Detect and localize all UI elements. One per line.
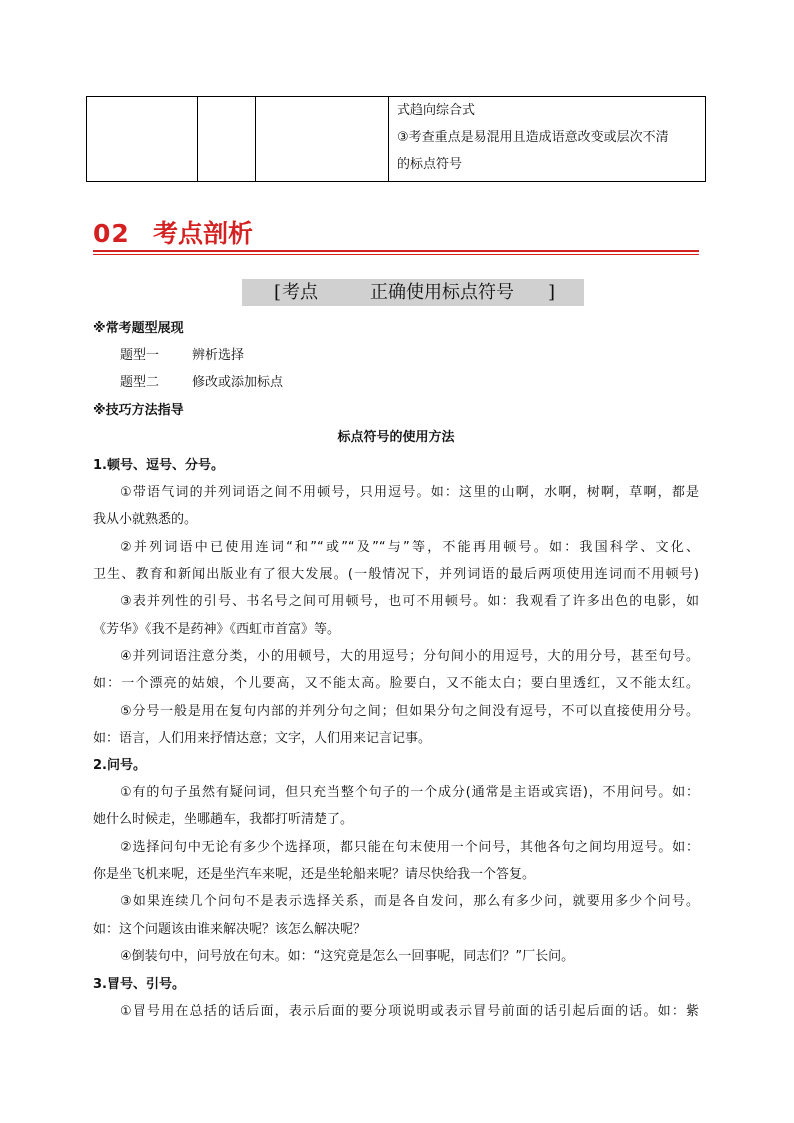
table-cell	[87, 97, 198, 182]
section-number: 02	[93, 219, 130, 248]
banner-bracket-open: [	[274, 282, 282, 303]
question-type-label: 题型二	[120, 375, 160, 390]
question-types-heading: ※常考题型展现	[93, 321, 184, 336]
paragraph-line: ①带语气词的并列词语之间不用顿号，只用逗号。如：这里的山啊，水啊，树啊，草啊，都是	[120, 485, 699, 500]
paragraph-line: ④并列词语注意分类，小的用顿号，大的用逗号；分句间小的用逗号，大的用分号，甚至句号。	[120, 649, 699, 664]
question-type-text: 辨析选择	[192, 348, 245, 363]
section-heading	[93, 218, 699, 254]
subsection-title: 3.冒号、引号。	[93, 977, 185, 992]
question-type-text: 修改或添加标点	[192, 375, 284, 390]
section-rule	[93, 250, 699, 252]
paragraph-line: 如：语言，人们用来抒情达意；文字，人们用来记言记事。	[93, 731, 432, 746]
paragraph-line: 如：这个问题该由谁来解决呢？该怎么解决呢？	[93, 922, 367, 937]
paragraph-line: 我从小就熟悉的。	[93, 512, 198, 527]
table-cell-line: ③考查重点是易混用且造成语意改变或层次不清	[397, 130, 669, 145]
section-rule-thin	[93, 254, 699, 255]
paragraph-line: 如：一个漂亮的姑娘，个儿要高，又不能太高。脸要白，又不能太白；要白里透红，又不能太红。	[93, 676, 699, 691]
table-cell-notes	[389, 97, 706, 182]
continued-table	[86, 96, 706, 182]
paragraph-line: ②选择问句中无论有多少个选择项，都只能在句末使用一个问号，其他各句之间均用逗号。如：	[120, 840, 699, 855]
paragraph-line: 你是坐飞机来呢，还是坐汽车来呢，还是坐轮船来呢？请尽快给我一个答复。	[93, 867, 536, 882]
paragraph-line: ④倒装句中，问号放在句末。如：“这究竟是怎么一回事呢，同志们？”厂长问。	[120, 949, 575, 964]
paragraph-line: 卫生、教育和新闻出版业有了很大发展。(一般情况下，并列词语的最后两项使用连词而不用顿号)	[93, 567, 699, 582]
table-row	[87, 97, 706, 182]
table-cell	[256, 97, 389, 182]
banner-label: 考点	[282, 282, 318, 303]
paragraph-line: ⑤分号一般是用在复句内部的并列分句之间；但如果分句之间没有逗号，不可以直接使用分号。	[120, 704, 699, 719]
topic-banner	[242, 279, 584, 306]
subsection-title: 2.问号。	[93, 758, 146, 773]
subtitle: 标点符号的使用方法	[337, 430, 455, 445]
paragraph-line: ①冒号用在总括的话后面，表示后面的要分项说明或表示冒号前面的话引起后面的话。如：紫	[120, 1004, 699, 1019]
section-title: 考点剖析	[153, 219, 254, 248]
table-cell	[198, 97, 256, 182]
paragraph-line: ③如果连续几个问句不是表示选择关系，而是各自发问，那么有多少问，就要用多少个问号。	[120, 894, 699, 909]
question-type-label: 题型一	[120, 348, 160, 363]
subsection-title: 1.顿号、逗号、分号。	[93, 458, 224, 473]
paragraph-line: ③表并列性的引号、书名号之间可用顿号，也可不用顿号。如：我观看了许多出色的电影，如	[120, 594, 699, 609]
table-cell-line: 式趋向综合式	[397, 103, 476, 118]
paragraph-line: ①有的句子虽然有疑问词，但只充当整个句子的一个成分(通常是主语或宾语)，不用问号。如：	[120, 785, 699, 800]
banner-bracket-close: ]	[548, 282, 556, 303]
methods-heading: ※技巧方法指导	[93, 403, 184, 418]
paragraph-line: 她什么时候走，坐哪趟车，我都打听清楚了。	[93, 812, 354, 827]
banner-title: 正确使用标点符号	[370, 282, 514, 303]
paragraph-line: ②并列词语中已使用连词“和”“或”“及”“与”等，不能再用顿号。如：我国科学、文化、	[120, 540, 699, 555]
table-cell-line: 的标点符号	[397, 157, 463, 172]
paragraph-line: 《芳华》《我不是药神》《西虹市首富》等。	[93, 622, 341, 637]
